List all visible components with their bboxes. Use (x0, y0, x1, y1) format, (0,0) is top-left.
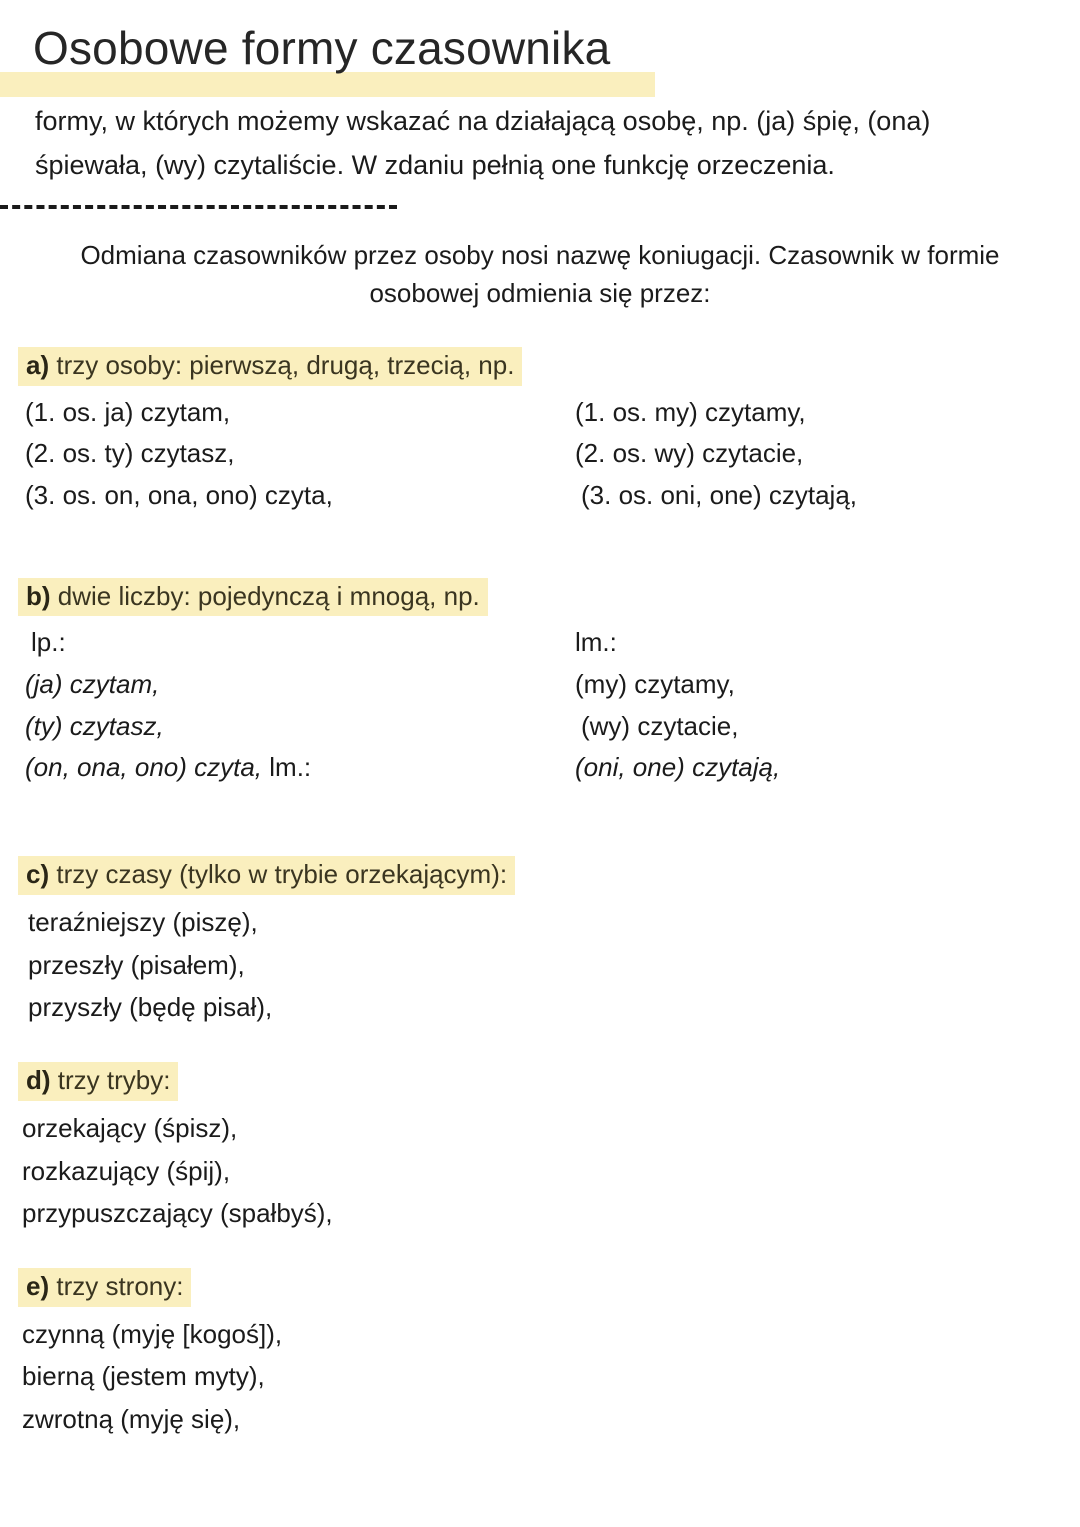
singular-label: lp.: (31, 627, 66, 658)
list-item: przypuszczający (spałbyś), (22, 1197, 333, 1228)
plural-label: lm.: (575, 627, 617, 658)
section-d-marker: d) (26, 1065, 51, 1096)
section-d-heading (18, 1062, 178, 1101)
section-d-heading-text: trzy tryby: (50, 1065, 171, 1096)
dashed-divider (0, 205, 397, 209)
list-item: (3. os. on, ona, ono) czyta, (25, 479, 333, 510)
list-item: przyszły (będę pisał), (28, 991, 273, 1022)
section-a-column-singular (25, 392, 333, 517)
list-item: (2. os. wy) czytacie, (575, 438, 804, 469)
list-item (575, 747, 780, 789)
list-item: orzekający (śpisz), (22, 1113, 238, 1144)
section-a-columns (0, 392, 1080, 544)
verb-form: czyta, (186, 752, 263, 783)
list-item (575, 706, 780, 748)
section-b (0, 578, 1080, 823)
tail-label: lm.: (262, 752, 312, 783)
verb-form: czytam, (62, 669, 160, 700)
list-item: zwrotną (myję się), (22, 1403, 241, 1434)
section-a-column-plural (575, 392, 857, 517)
list-item: (1. os. ja) czytam, (25, 396, 231, 427)
list-item (575, 664, 780, 706)
section-b-marker: b) (26, 580, 51, 611)
list-item: (2. os. ty) czytasz, (25, 438, 235, 469)
section-a-heading (18, 347, 522, 386)
section-e-heading-text: trzy strony: (49, 1271, 184, 1302)
verb-form: czytasz, (62, 710, 164, 741)
section-d-list (0, 1107, 1080, 1234)
section-e-heading (18, 1268, 191, 1307)
verb-form: czytacie, (630, 710, 739, 741)
list-item: rozkazujący (śpij), (22, 1155, 231, 1186)
lead-paragraph: Odmiana czasowników przez osoby nosi nazwę koniugacji. Czasownik w formie osobowej odmienia się przez: (80, 240, 1000, 309)
intro-paragraph: formy, w których możemy wskazać na działającą osobę, np. (ja) śpię, (ona) śpiewała, (wy) czytaliście. W zdaniu pełnią one funkcję orzeczenia. (35, 106, 931, 180)
list-item: bierną (jestem myty), (22, 1361, 265, 1392)
section-a-marker: a) (26, 349, 50, 380)
section-b-columns (0, 622, 1080, 822)
pronoun: (ja) (25, 669, 63, 700)
section-c-list (0, 901, 1080, 1028)
verb-form: czytają, (684, 752, 781, 783)
list-item: przeszły (pisałem), (28, 949, 245, 980)
section-c-marker: c) (26, 859, 50, 890)
pronoun: (on, ona, ono) (25, 752, 187, 783)
section-e-list (0, 1313, 1080, 1440)
list-item (25, 706, 311, 748)
page-title: Osobowe formy czasownika (33, 22, 611, 74)
section-e-marker: e) (26, 1271, 50, 1302)
verb-form: czytamy, (626, 669, 735, 700)
pronoun: (oni, one) (575, 752, 685, 783)
section-a (0, 347, 1080, 544)
section-c-heading (18, 856, 515, 895)
section-c (0, 856, 1080, 1028)
list-item (25, 664, 311, 706)
pronoun: (ty) (25, 710, 63, 741)
section-e (0, 1268, 1080, 1440)
pronoun: (my) (575, 669, 627, 700)
section-a-heading-text: trzy osoby: pierwszą, drugą, trzecią, np. (49, 349, 515, 380)
list-item: (1. os. my) czytamy, (575, 396, 806, 427)
section-d (0, 1062, 1080, 1234)
section-c-heading-text: trzy czasy (tylko w trybie orzekającym): (49, 859, 508, 890)
section-b-column-singular (25, 622, 311, 788)
pronoun: (wy) (581, 710, 631, 741)
list-item: (3. os. oni, one) czytają, (581, 479, 858, 510)
list-item: teraźniejszy (piszę), (28, 907, 258, 938)
list-item: czynną (myję [kogoś]), (22, 1319, 283, 1350)
section-b-column-plural (575, 622, 780, 788)
section-b-heading-text: dwie liczby: pojedynczą i mnogą, np. (50, 580, 480, 611)
title-highlight-band (0, 72, 655, 97)
list-item (25, 747, 311, 789)
page-header (0, 0, 1080, 100)
section-b-heading (18, 578, 488, 617)
